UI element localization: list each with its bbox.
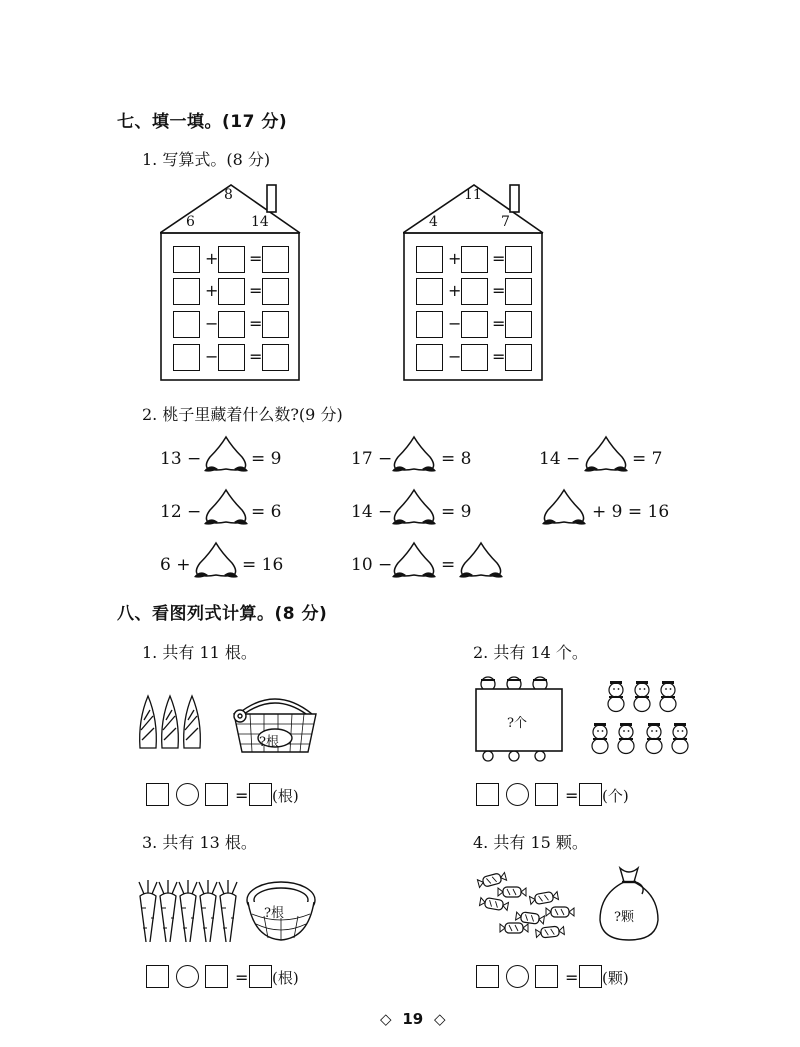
answer-box[interactable] (461, 246, 488, 273)
operator: − (448, 347, 462, 366)
equals-sign: = (249, 347, 263, 366)
peach-eq-prefix: 12 − (160, 502, 202, 522)
peach-eq-prefix: 6 + (160, 555, 191, 575)
answer-box[interactable] (505, 344, 532, 371)
answer-box[interactable] (218, 311, 245, 338)
problem-1-title: 1. 共有 11 根。 (142, 643, 257, 662)
answer-box[interactable] (218, 344, 245, 371)
equals-sign: = (492, 249, 506, 268)
peach-icon[interactable] (538, 488, 590, 528)
hidden-count-label: ?个 (507, 716, 527, 731)
problem-2-title: 2. 共有 14 个。 (473, 643, 588, 662)
peach-eq-suffix: = 7 (632, 449, 663, 469)
answer-box[interactable] (146, 965, 169, 988)
peach-icon[interactable] (580, 435, 632, 475)
house-top-number: 11 (464, 187, 482, 203)
equals-sign: = (235, 968, 249, 987)
answer-box[interactable] (205, 965, 228, 988)
diamond-icon: ◇ (380, 1010, 392, 1028)
snowman-icon (584, 678, 696, 762)
answer-box[interactable] (505, 278, 532, 305)
question-1-title: 1. 写算式。(8 分) (142, 150, 271, 169)
diamond-icon: ◇ (433, 1010, 446, 1028)
carrot-icon (136, 880, 242, 942)
peach-icon[interactable] (388, 541, 440, 581)
unit-label: (根) (272, 969, 299, 987)
section-8-title: 八、看图列式计算。(8 分) (117, 604, 328, 624)
equals-sign: = (492, 347, 506, 366)
house-right-number: 14 (251, 214, 269, 230)
unit-label: (个) (602, 787, 629, 805)
peach-eq-suffix: = 16 (242, 555, 284, 575)
operator: + (448, 281, 462, 300)
section-7-title: 七、填一填。(17 分) (117, 112, 288, 132)
unit-label: (颗) (602, 969, 629, 987)
answer-box[interactable] (249, 783, 272, 806)
answer-box[interactable] (579, 783, 602, 806)
answer-box[interactable] (535, 965, 558, 988)
answer-box[interactable] (505, 246, 532, 273)
number-house-1 (160, 181, 302, 381)
operator: − (448, 314, 462, 333)
answer-box[interactable] (262, 311, 289, 338)
equals-sign: = (492, 281, 506, 300)
answer-box[interactable] (461, 311, 488, 338)
answer-box[interactable] (262, 278, 289, 305)
house-top-number: 8 (224, 187, 233, 203)
equals-sign: = (235, 786, 249, 805)
answer-box[interactable] (505, 311, 532, 338)
answer-box[interactable] (262, 246, 289, 273)
peach-icon[interactable] (190, 541, 242, 581)
hidden-count-label: ?颗 (614, 910, 634, 925)
peach-eq-suffix: = 6 (251, 502, 282, 522)
operator-circle[interactable] (506, 783, 529, 806)
answer-box[interactable] (218, 246, 245, 273)
equals-sign: = (249, 314, 263, 333)
answer-box[interactable] (416, 278, 443, 305)
operator: − (205, 347, 219, 366)
operator: + (205, 281, 219, 300)
answer-box[interactable] (535, 783, 558, 806)
candy-icon (472, 870, 580, 942)
answer-box[interactable] (579, 965, 602, 988)
peach-icon[interactable] (455, 541, 507, 581)
peach-icon[interactable] (200, 435, 252, 475)
peach-eq-prefix: 14 − (539, 449, 581, 469)
number-house-2 (403, 181, 545, 381)
answer-box[interactable] (262, 344, 289, 371)
hidden-count-label: ?根 (259, 735, 279, 750)
page-footer (380, 1010, 446, 1028)
answer-box[interactable] (416, 311, 443, 338)
answer-box[interactable] (173, 344, 200, 371)
answer-box[interactable] (461, 344, 488, 371)
equals-sign: = (492, 314, 506, 333)
answer-box[interactable] (146, 783, 169, 806)
operator-circle[interactable] (506, 965, 529, 988)
answer-box[interactable] (416, 344, 443, 371)
peach-eq-suffix: = (441, 555, 456, 575)
peach-icon[interactable] (388, 488, 440, 528)
peach-eq-suffix: = 8 (441, 449, 472, 469)
peach-eq-prefix: 14 − (351, 502, 393, 522)
equals-sign: = (249, 281, 263, 300)
page-number: 19 (402, 1010, 424, 1028)
operator: + (448, 249, 462, 268)
answer-box[interactable] (218, 278, 245, 305)
peach-icon[interactable] (388, 435, 440, 475)
hidden-count-label: ?根 (264, 906, 284, 921)
answer-box[interactable] (173, 246, 200, 273)
house-right-number: 7 (501, 214, 510, 230)
peach-eq-prefix: 13 − (160, 449, 202, 469)
answer-box[interactable] (173, 311, 200, 338)
answer-box[interactable] (476, 965, 499, 988)
peach-eq-suffix: + 9 = 16 (592, 502, 670, 522)
house-left-number: 4 (429, 214, 438, 230)
question-2-title: 2. 桃子里藏着什么数?(9 分) (142, 405, 343, 424)
equals-sign: = (565, 786, 579, 805)
problem-4-title: 4. 共有 15 颗。 (473, 833, 588, 852)
house-left-number: 6 (186, 214, 195, 230)
answer-box[interactable] (416, 246, 443, 273)
operator: + (205, 249, 219, 268)
peach-icon[interactable] (200, 488, 252, 528)
bamboo-shoot-icon (136, 690, 208, 752)
equals-sign: = (249, 249, 263, 268)
answer-box[interactable] (205, 783, 228, 806)
operator: − (205, 314, 219, 333)
peach-eq-suffix: = 9 (251, 449, 282, 469)
answer-box[interactable] (461, 278, 488, 305)
equals-sign: = (565, 968, 579, 987)
operator-circle[interactable] (176, 783, 199, 806)
peach-eq-prefix: 17 − (351, 449, 393, 469)
answer-box[interactable] (249, 965, 272, 988)
operator-circle[interactable] (176, 965, 199, 988)
problem-3-title: 3. 共有 13 根。 (142, 833, 257, 852)
answer-box[interactable] (173, 278, 200, 305)
unit-label: (根) (272, 787, 299, 805)
peach-eq-suffix: = 9 (441, 502, 472, 522)
bag-icon (596, 864, 662, 944)
peach-eq-prefix: 10 − (351, 555, 393, 575)
answer-box[interactable] (476, 783, 499, 806)
